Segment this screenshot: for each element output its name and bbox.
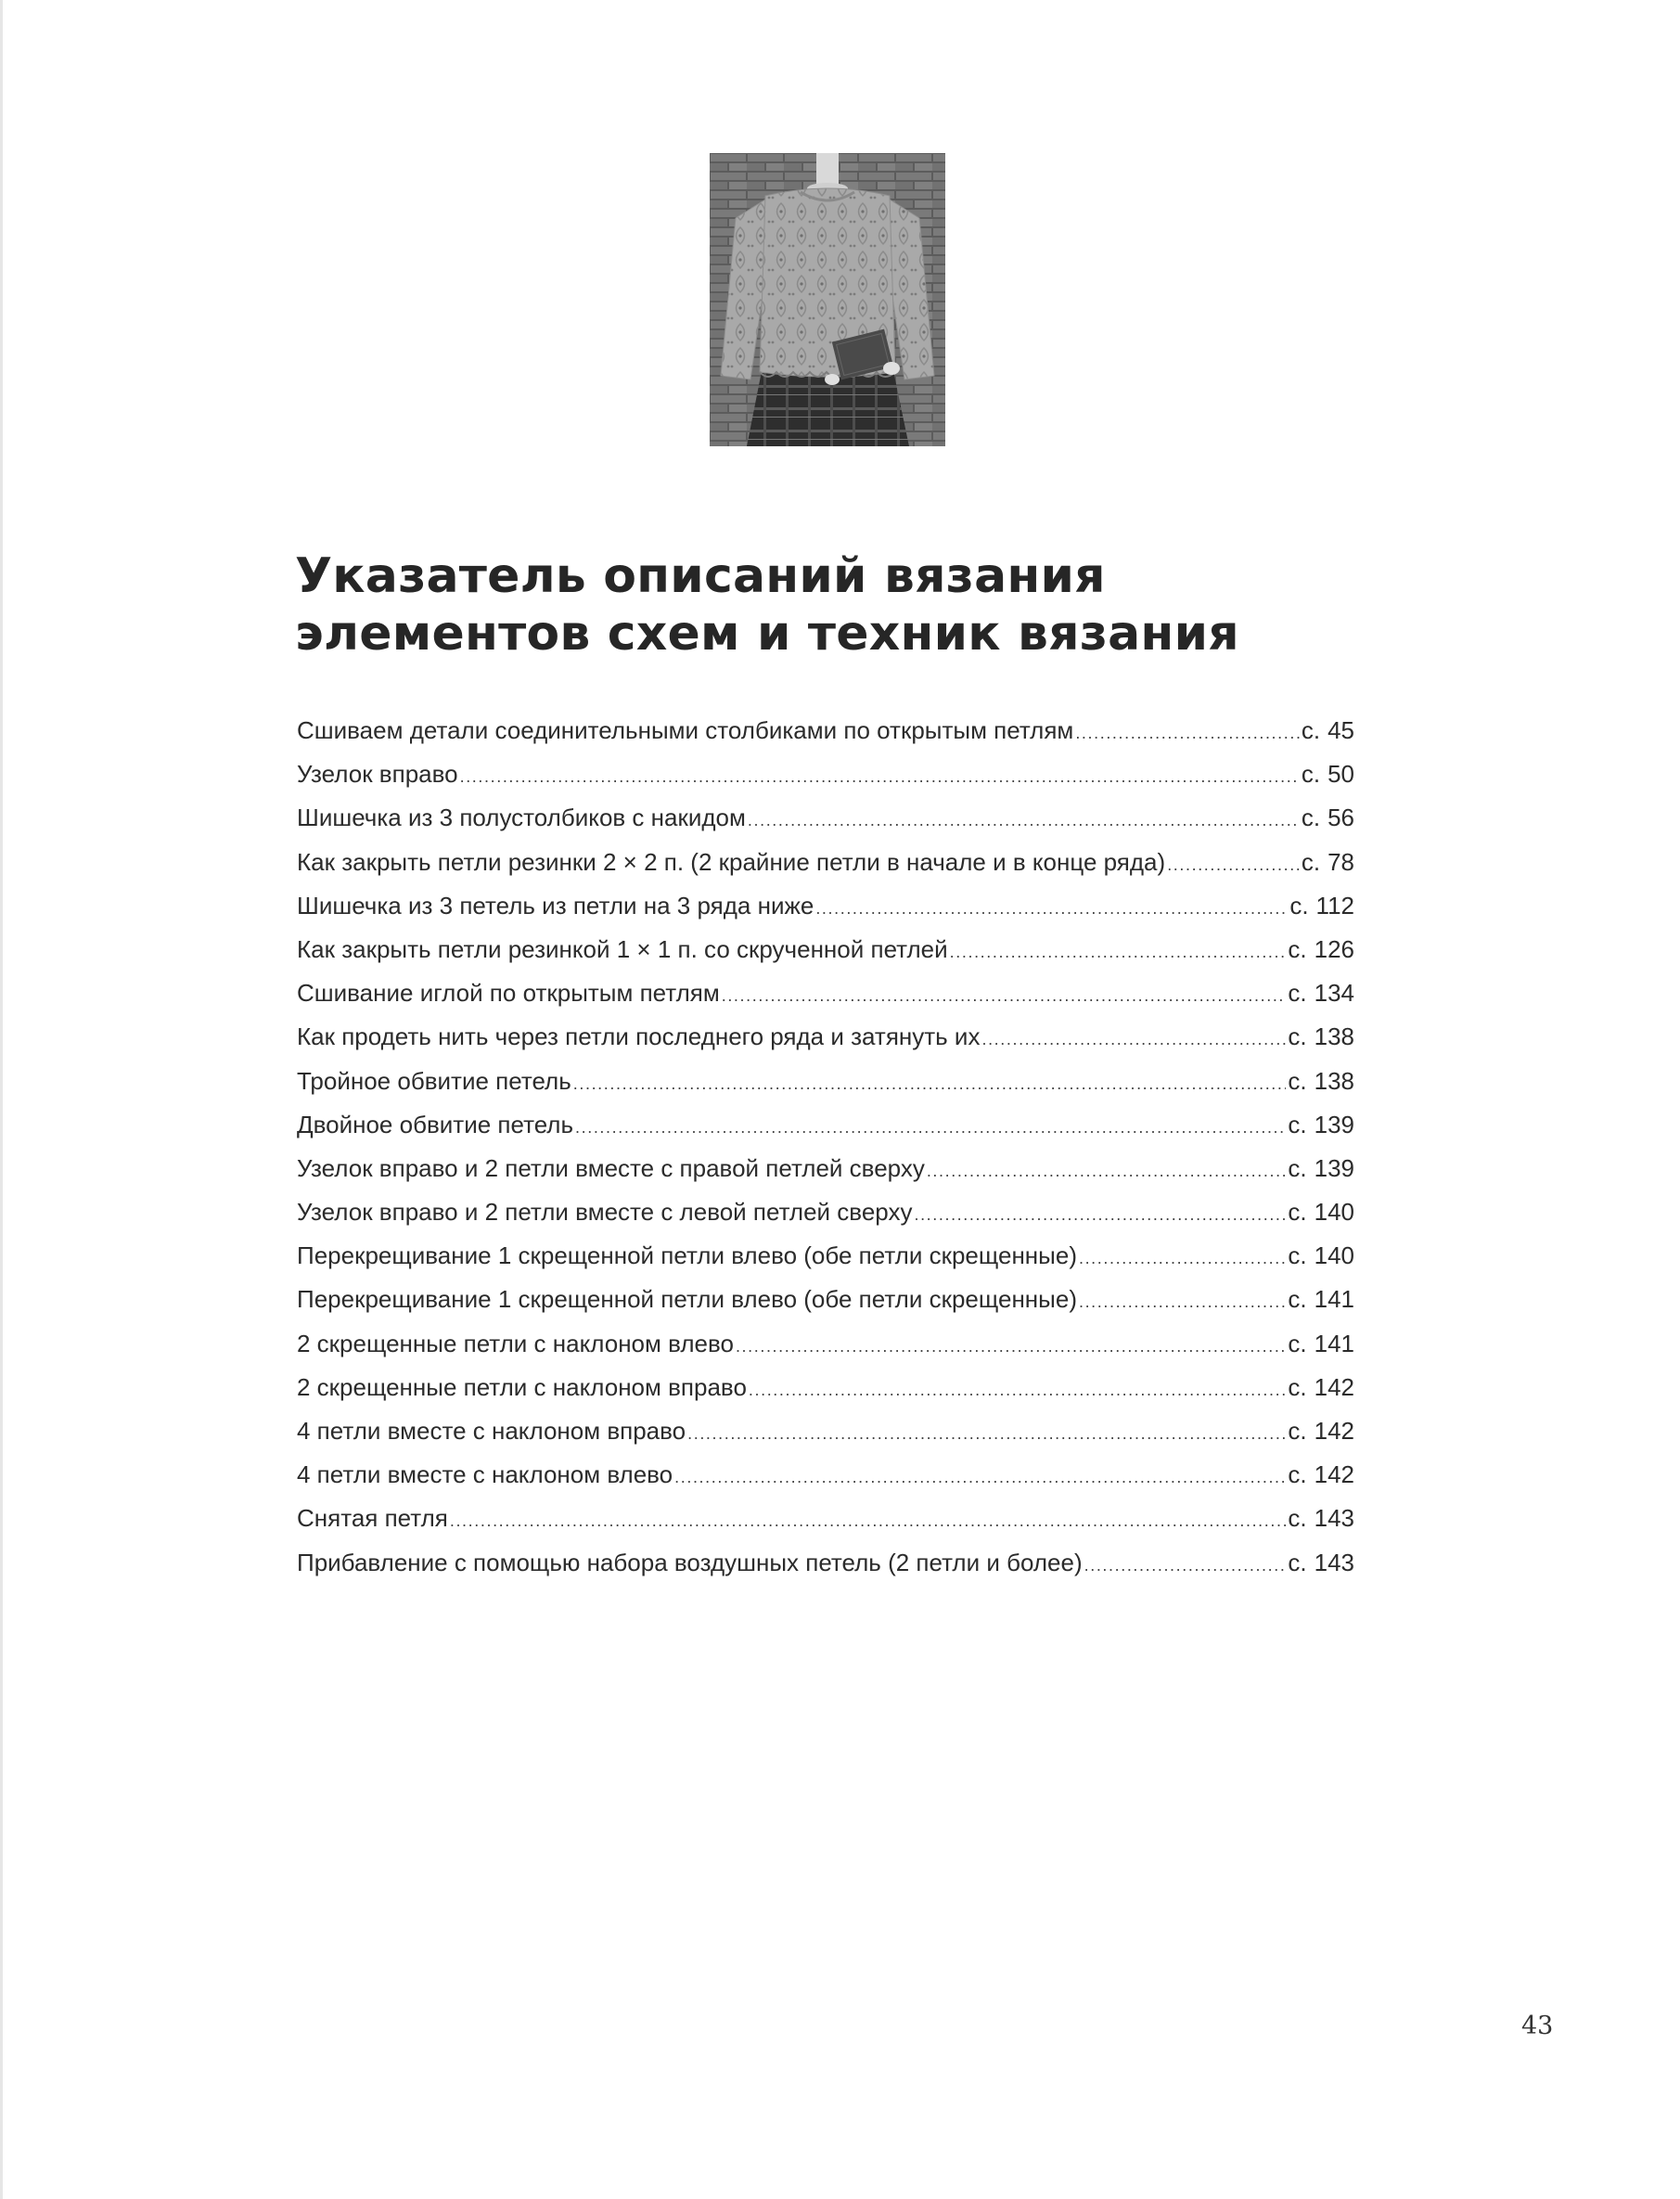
- index-entry-label: Шишечка из 3 полустолбиков с накидом: [297, 804, 746, 832]
- index-entry-page: с. 78: [1301, 847, 1354, 876]
- title-line-2: элементов схем и техник вязания: [295, 606, 1239, 662]
- dot-leader: [1084, 1544, 1287, 1588]
- index-entry-page: с. 138: [1288, 1022, 1354, 1051]
- index-entry-label: Как закрыть петли резинкой 1 × 1 п. со скрученной петлей: [297, 934, 948, 963]
- index-entry-label: Узелок вправо: [297, 760, 458, 789]
- index-entry-label: 2 скрещенные петли с наклоном влево: [297, 1329, 734, 1357]
- index-entry-label: Перекрещивание 1 скрещенной петли влево (обе петли скрещенные): [297, 1241, 1077, 1270]
- dot-leader: [748, 799, 1300, 842]
- index-entry-label: 4 петли вместе с наклоном влево: [297, 1460, 673, 1489]
- index-entry-page: с. 143: [1288, 1504, 1354, 1533]
- index-entry-label: 2 скрещенные петли с наклоном вправо: [297, 1372, 747, 1401]
- index-entry-label: Прибавление с помощью набора воздушных петель (2 петли и более): [297, 1548, 1083, 1576]
- index-entry-page: с. 141: [1288, 1329, 1354, 1357]
- dot-leader: [687, 1412, 1286, 1456]
- index-entry: [297, 1497, 1354, 1540]
- index-entry-label: 4 петли вместе с наклоном вправо: [297, 1417, 686, 1445]
- dot-leader: [722, 974, 1287, 1018]
- dot-leader: [736, 1325, 1286, 1369]
- sweater-photo: [710, 153, 945, 446]
- index-entry: [297, 1409, 1354, 1453]
- index-entry-label: Сшиваем детали соединительными столбиками по открытым петлям: [297, 716, 1074, 744]
- index-entry-page: с. 126: [1288, 934, 1354, 963]
- dot-leader: [981, 1018, 1286, 1061]
- dot-leader: [575, 1106, 1286, 1150]
- technique-index-list: [297, 709, 1354, 1585]
- index-entry-label: Двойное обвитие петель: [297, 1110, 574, 1138]
- index-entry: [297, 1278, 1354, 1321]
- index-entry: [297, 971, 1354, 1015]
- index-entry: [297, 841, 1354, 884]
- index-entry: [297, 1190, 1354, 1234]
- index-entry-label: Узелок вправо и 2 петли вместе с правой петлей сверху: [297, 1153, 925, 1182]
- index-entry-page: с. 139: [1288, 1153, 1354, 1182]
- index-entry-label: Как закрыть петли резинки 2 × 2 п. (2 крайние петли в начале и в конце ряда): [297, 847, 1166, 876]
- page-title: [295, 547, 1408, 662]
- index-entry-page: с. 140: [1288, 1198, 1354, 1227]
- dot-leader: [1167, 843, 1300, 887]
- index-entry-label: Сшивание иглой по открытым петлям: [297, 979, 720, 1008]
- index-entry-page: с. 139: [1288, 1110, 1354, 1138]
- index-entry-label: Шишечка из 3 петель из петли на 3 ряда ниже: [297, 891, 814, 919]
- dot-leader: [460, 755, 1300, 799]
- index-entry-page: с. 142: [1288, 1417, 1354, 1445]
- dot-leader: [1079, 1237, 1286, 1280]
- dot-leader: [450, 1499, 1287, 1543]
- index-entry-page: с. 56: [1301, 804, 1354, 832]
- index-entry-page: с. 141: [1288, 1285, 1354, 1314]
- index-entry-page: с. 45: [1301, 716, 1354, 744]
- index-entry-page: с. 143: [1288, 1548, 1354, 1576]
- index-entry-page: с. 138: [1288, 1066, 1354, 1095]
- index-entry: [297, 1015, 1354, 1059]
- index-entry-page: с. 112: [1289, 891, 1354, 919]
- index-entry-label: Тройное обвитие петель: [297, 1066, 571, 1095]
- dot-leader: [1079, 1280, 1286, 1324]
- dot-leader: [914, 1193, 1286, 1237]
- index-entry: [297, 752, 1354, 796]
- dot-leader: [573, 1062, 1287, 1106]
- index-entry: [297, 1322, 1354, 1366]
- index-entry: [297, 796, 1354, 840]
- index-entry: [297, 1103, 1354, 1147]
- index-entry: [297, 709, 1354, 752]
- index-entry-page: с. 50: [1301, 760, 1354, 789]
- index-entry: [297, 884, 1354, 928]
- index-entry: [297, 1541, 1354, 1585]
- index-entry-page: с. 134: [1288, 979, 1354, 1008]
- index-entry-label: Узелок вправо и 2 петли вместе с левой петлей сверху: [297, 1198, 913, 1227]
- index-entry: [297, 1234, 1354, 1278]
- dot-leader: [1075, 712, 1300, 755]
- index-entry: [297, 1060, 1354, 1103]
- index-entry-label: Как продеть нить через петли последнего ряда и затянуть их: [297, 1022, 981, 1051]
- title-line-1: Указатель описаний вязания: [295, 548, 1106, 604]
- index-entry-page: с. 142: [1288, 1460, 1354, 1489]
- index-entry: [297, 1453, 1354, 1497]
- dot-leader: [950, 931, 1287, 974]
- index-entry: [297, 1366, 1354, 1409]
- index-entry-page: с. 142: [1288, 1372, 1354, 1401]
- dot-leader: [927, 1150, 1287, 1193]
- index-entry-label: Снятая петля: [297, 1504, 448, 1533]
- index-entry-label: Перекрещивание 1 скрещенной петли влево (обе петли скрещенные): [297, 1285, 1077, 1314]
- index-entry: [297, 928, 1354, 971]
- dot-leader: [674, 1456, 1286, 1499]
- dot-leader: [749, 1369, 1286, 1412]
- page-edge-shadow: [0, 0, 3, 2199]
- index-entry: [297, 1147, 1354, 1190]
- index-entry-page: с. 140: [1288, 1241, 1354, 1270]
- dot-leader: [815, 887, 1288, 931]
- page-number: 43: [1521, 2012, 1554, 2040]
